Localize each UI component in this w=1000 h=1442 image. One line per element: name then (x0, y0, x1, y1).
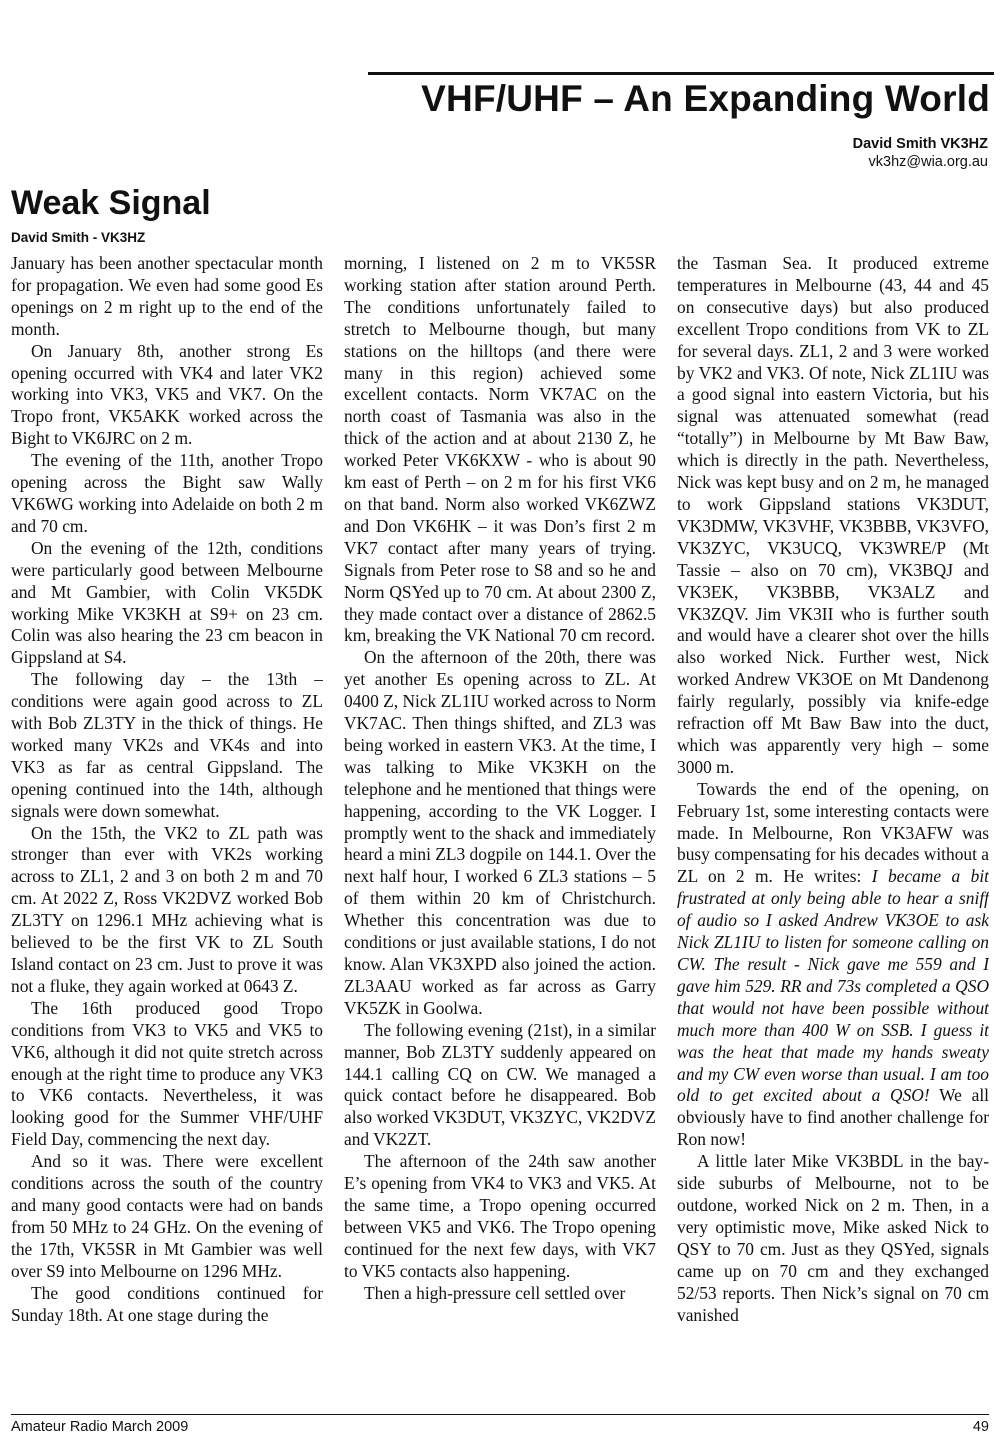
paragraph: On the evening of the 12th, conditions were particularly good between Melbourne and Mt Gambier, with Colin VK5DK working Mike VK3KH at S9+ on 23 cm. Colin was also hearing the 23 cm beacon in Gippsland at S4. (11, 537, 323, 668)
quoted-email: I became a bit frustrated at only being able to hear a sniff of audio so I asked Andrew VK3OE to ask Nick ZL1IU to listen for someone calling on CW. The result - Nick gave me 559 and I gave him 529. RR and 73s completed a QSO that would not have been possible without much more than 400 W on SSB. I guess it was the heat that made my hands sweaty and my CW even worse than usual. I am too old to get excited about a QSO! (677, 866, 989, 1106)
paragraph: On the afternoon of the 20th, there was yet another Es opening across to ZL. At 0400 Z, Nick ZL1IU worked across to Norm VK7AC. Then things shifted, and ZL3 was being worked in eastern VK3. At the time, I was talking to Mike VK3KH on the telephone and he mentioned that things were happening, according to the VK Logger. I promptly went to the shack and immediately heard a mini ZL3 dogpile on 144.1. Over the next half hour, I worked 6 ZL3 stations – 5 of them within 20 km of Christchurch. Whether this concentration was due to conditions or just available stations, I do not know. Alan VK3XPD also joined the action. ZL3AAU worked as far across as Garry VK5ZK in Goolwa. (344, 647, 656, 1018)
paragraph: morning, I listened on 2 m to VK5SR working station after station around Perth. The conditions unfortunately failed to stretch to Melbourne though, but many stations on the hilltops (and there were many in this region) achieved some excellent contacts. Norm VK7AC on the north coast of Tasmania was also in the thick of the action and at about 2130 Z, he worked Peter VK6KXW - who is about 90 km east of Perth – on 2 m for his first VK6 on that band. Norm also worked VK6ZWZ and Don VK6HK – it was Don’s first 2 m VK7 contact after many years of trying. Signals from Peter rose to S8 and so he and Norm QSYed up to 70 cm. At about 2300 Z, they made contact over a distance of 2862.5 km, breaking the VK National 70 cm record. (344, 253, 656, 646)
author-email: vk3hz@wia.org.au (868, 154, 988, 170)
paragraph: the Tasman Sea. It produced extreme temperatures in Melbourne (43, 44 and 45 on consecutive days) but also produced excellent Tropo conditions from VK to ZL for several days. ZL1, 2 and 3 were worked by VK2 and VK3. Of note, Nick ZL1IU was a good signal into eastern Victoria, but his signal was attenuated somewhat (read “totally”) in Melbourne by Mt Baw Baw, which is directly in the path. Nevertheless, Nick was kept busy and on 2 m, he managed to work Gippsland stations VK3DUT, VK3DMW, VK3VHF, VK3BBB, VK3VFO, VK3ZYC, VK3UCQ, VK3WRE/P (Mt Tassie – also on 70 cm), VK3BQJ and VK3EK, VK3BBB, VK3ALZ and VK3ZQV. Jim VK3II who is further south and would have a clearer shot over the hills also worked Nick. Further west, Nick worked Andrew VK3OE on Mt Dandenong fairly regularly, possibly via knife-edge refraction off Mt Baw Baw into the duct, which was apparently very high – some 3000 m. (677, 253, 989, 777)
paragraph: The afternoon of the 24th saw another E’s opening from VK4 to VK3 and VK5. At the same time, a Tropo opening occurred between VK5 and VK6. The Tropo opening continued for the next few days, with VK7 to VK5 contacts also happening. (344, 1151, 656, 1281)
paragraph: A little later Mike VK3BDL in the bay-side suburbs of Melbourne, not to be outdone, worked Nick on 2 m. Then, in a very optimistic move, Mike asked Nick to QSY to 70 cm. Just as they QSYed, signals came up on 70 cm and they exchanged 52/53 reports. Then Nick’s signal on 70 cm vanished (677, 1151, 989, 1325)
section-title: VHF/UHF – An Expanding World (421, 78, 990, 119)
article-byline: David Smith - VK3HZ (11, 230, 146, 245)
paragraph: The following evening (21st), in a similar manner, Bob ZL3TY suddenly appeared on 144.1 calling CQ on CW. We managed a quick contact before he disappeared. Bob also worked VK3DUT, VK3ZYC, VK2DVZ and VK2ZT. (344, 1019, 656, 1150)
text-column-3 (677, 253, 989, 1393)
text-column-2 (344, 253, 656, 1393)
column-author: David Smith VK3HZ (852, 136, 988, 152)
article-heading: Weak Signal (11, 184, 211, 222)
paragraph: On January 8th, another strong Es opening occurred with VK4 and later VK2 working into VK3, VK5 and VK7. On the Tropo front, VK5AKK worked across the Bight to VK6JRC on 2 m. (11, 340, 323, 449)
paragraph: The following day – the 13th – conditions were again good across to ZL with Bob ZL3TY in the thick of things. He worked many VK2s and VK4s and into VK3 as far as central Gippsland. The opening continued into the 14th, although signals were down somewhat. (11, 669, 323, 821)
paragraph: On the 15th, the VK2 to ZL path was stronger than ever with VK2s working across to ZL1, 2 and 3 on both 2 m and 70 cm. At 2022 Z, Ross VK2DVZ worked Bob ZL3TY on 1296.1 MHz achieving what is believed to be the first VK to ZL South Island contact on 23 cm. Just to prove it was not a fluke, they again worked at 0643 Z. (11, 822, 323, 996)
paragraph: The 16th produced good Tropo conditions from VK3 to VK5 and VK5 to VK6, although it did not quite stretch across enough at the right time to produce any VK3 to VK6 contacts. Nevertheless, it was looking good for the Summer VHF/UHF Field Day, commencing the next day. (11, 997, 323, 1150)
paragraph: And so it was. There were excellent conditions across the south of the country and many good contacts were had on bands from 50 MHz to 24 GHz. On the evening of the 17th, VK5SR in Mt Gambier was well over S9 into Melbourne on 1296 MHz. (11, 1151, 323, 1281)
text-column-1 (11, 253, 323, 1393)
paragraph: January has been another spectacular month for propagation. We even had some good Es openings on 2 m right up to the end of the month. (11, 253, 323, 339)
footer-magazine-issue: Amateur Radio March 2009 (11, 1419, 189, 1435)
paragraph-text: We all obviously have to find another challenge for Ron now! (677, 1085, 989, 1150)
paragraph: The good conditions continued for Sunday 18th. At one stage during the (11, 1282, 323, 1325)
section-title-rule (368, 72, 994, 75)
paragraph-text: Towards the end of the opening, on February 1st, some interesting contacts were made. In Melbourne, Ron VK3AFW was busy compensating for his decades without a ZL on 2 m. He writes: (677, 778, 989, 887)
paragraph (677, 779, 989, 1151)
page-number: 49 (972, 1419, 989, 1435)
paragraph: The evening of the 11th, another Tropo opening across the Bight saw Wally VK6WG working into Adelaide on both 2 m and 70 cm. (11, 450, 323, 536)
footer-rule (11, 1414, 989, 1415)
paragraph: Then a high-pressure cell settled over (364, 1282, 626, 1303)
